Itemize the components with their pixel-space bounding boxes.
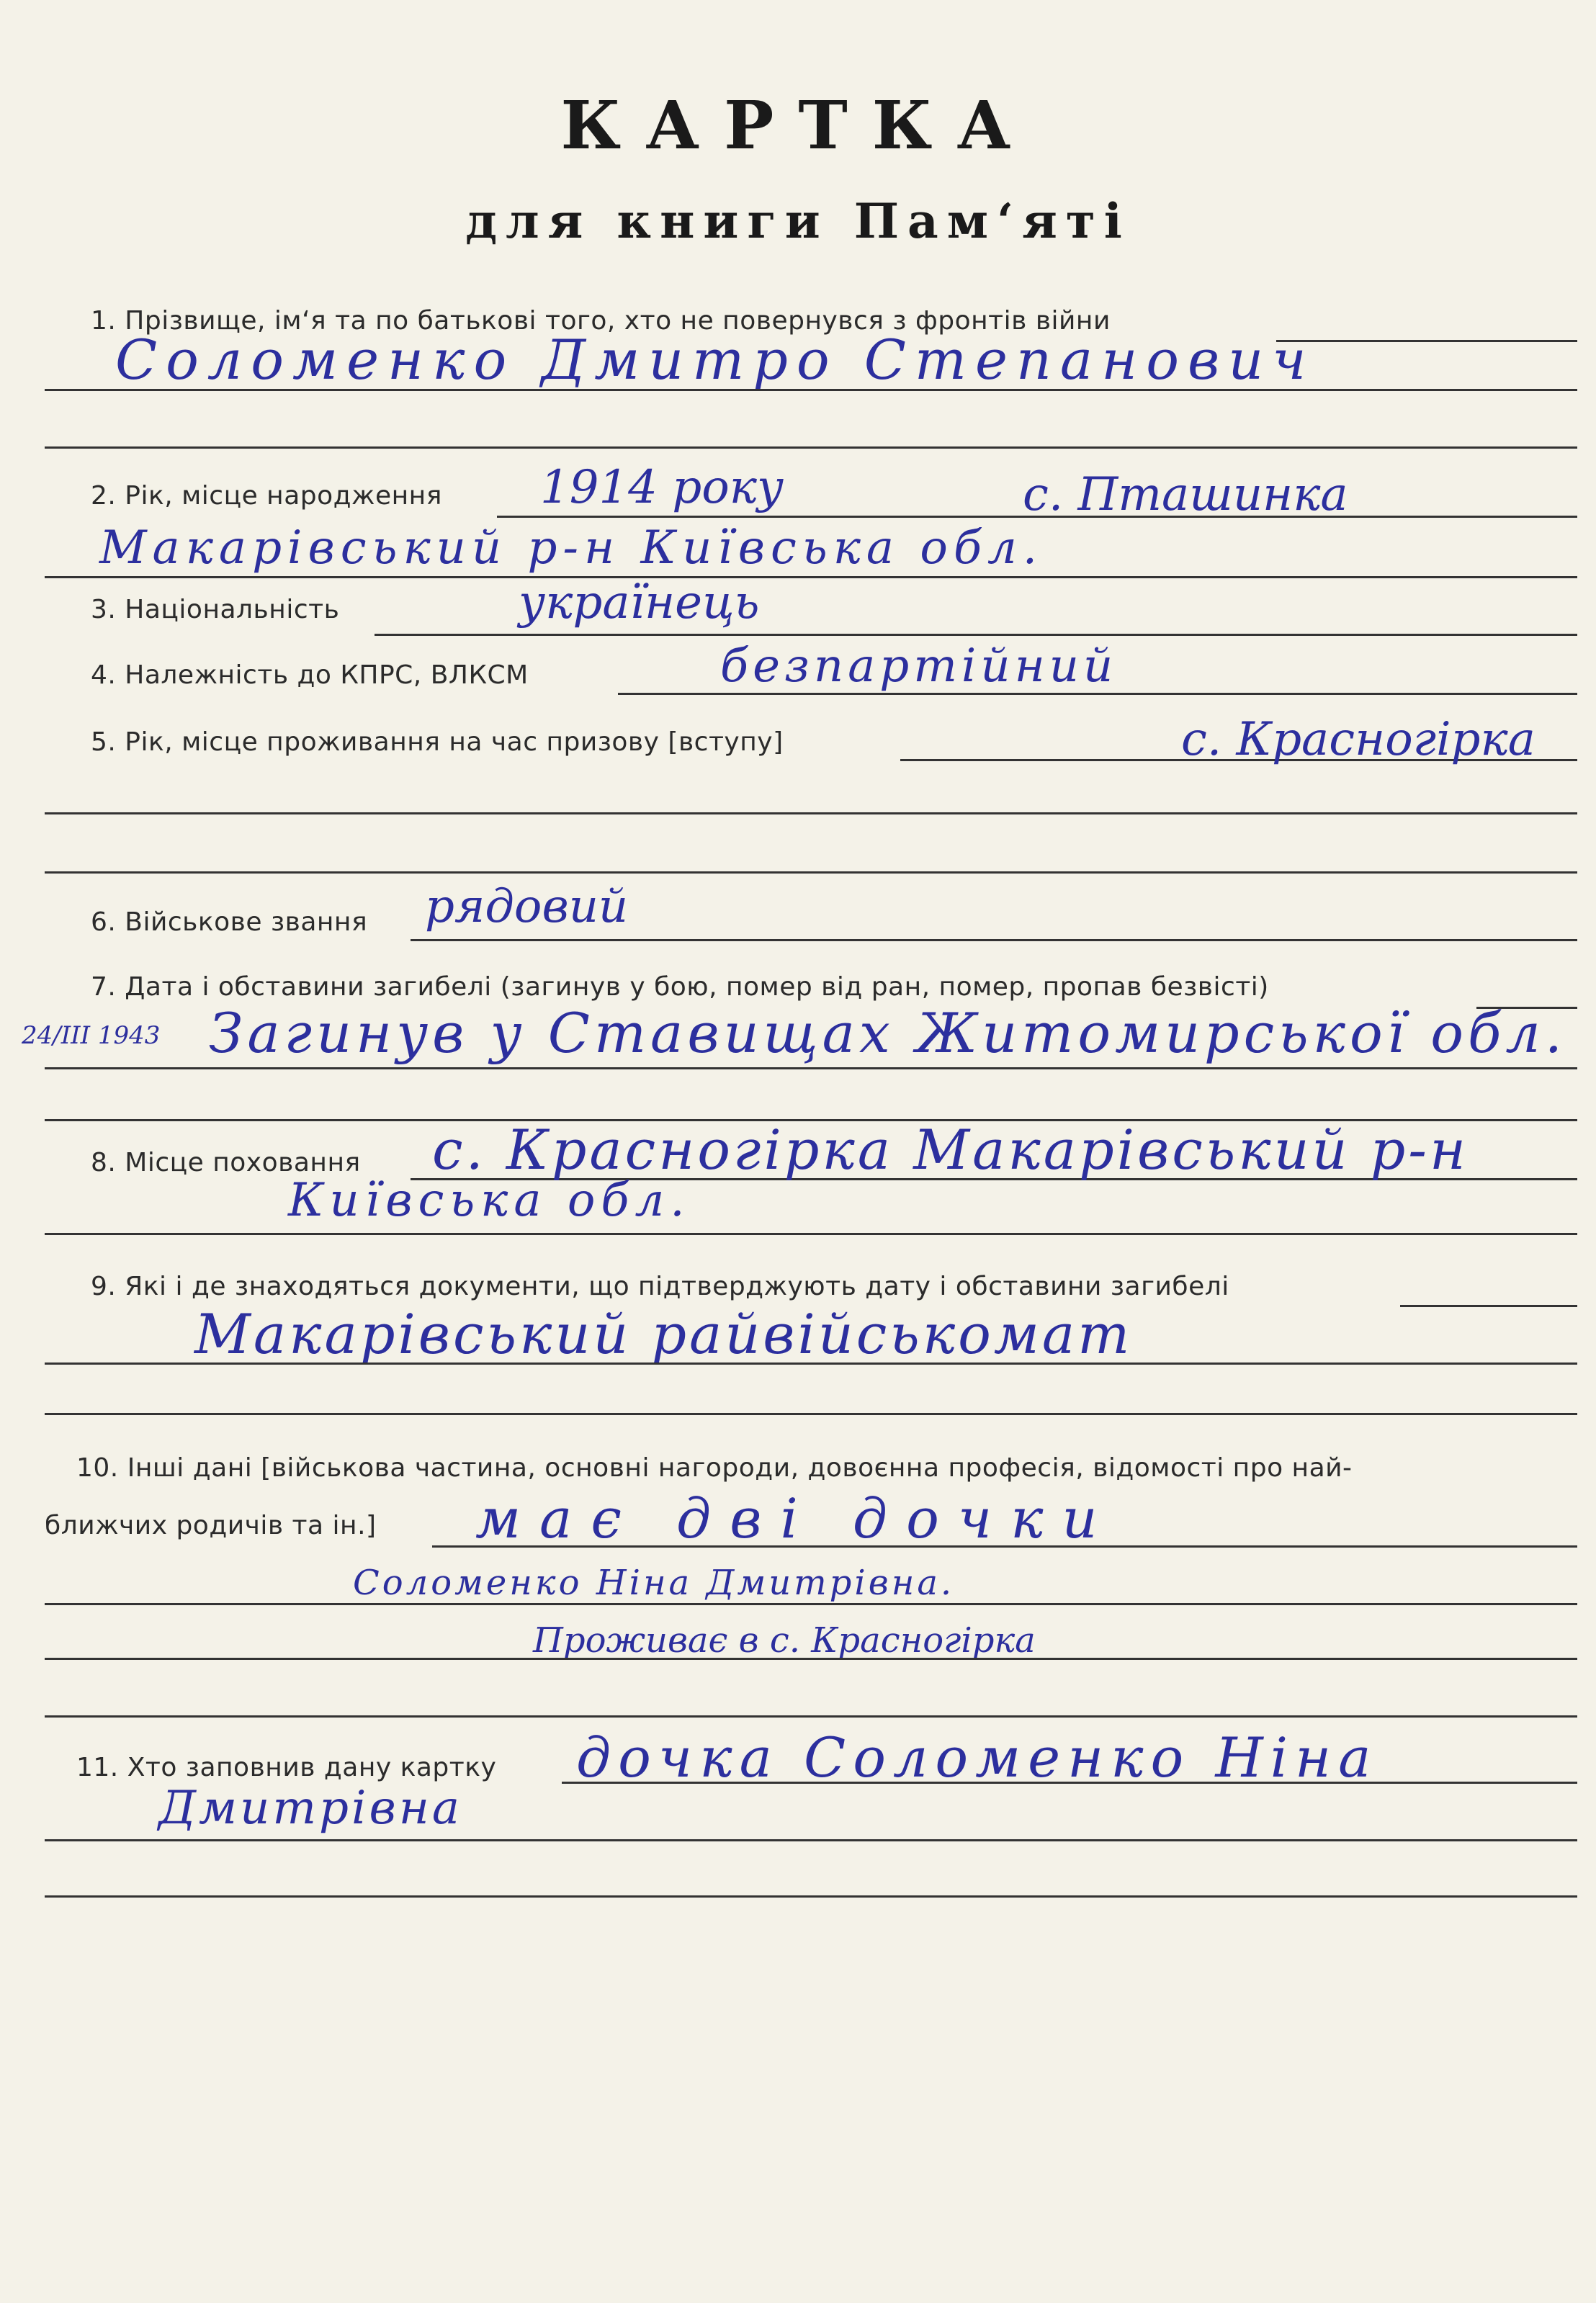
field-10-label-1: 10. Інші дані [військова частина, основні нагороди, довоєнна професія, відомості про най- [76,1453,1353,1483]
field-5-line-3 [45,871,1577,874]
field-7-date: 24/III 1943 [22,1021,161,1050]
field-6-line [411,939,1577,941]
field-2-village: с. Пташинка [1023,468,1348,521]
field-10-value-2: Соломенко Ніна Дмитрівна. [353,1563,955,1603]
field-2-label: 2. Рік, місце народження [91,481,442,511]
field-4-line [618,693,1577,695]
field-7-label: 7. Дата і обставини загибелі (загинув у бою, помер від ран, помер, пропав безвісті) [91,972,1269,1002]
field-9-line [1400,1305,1577,1307]
field-11-line-3 [45,1895,1577,1898]
field-10-value-1: має дві дочки [475,1486,1116,1550]
field-10-value-3: Проживає в с. Красногірка [533,1620,1036,1661]
field-2-year: 1914 року [540,461,784,514]
field-2-line-2 [45,576,1577,578]
field-5-label: 5. Рік, місце проживання на час призову [вступу] [91,727,784,757]
field-9-line-3 [45,1413,1577,1415]
field-8-value-1: с. Красногірка Макарівський р-н [432,1118,1469,1182]
field-11-value-2: Дмитрівна [158,1782,462,1835]
field-11-value-1: дочка Соломенко Ніна [576,1725,1378,1790]
field-5-value: с. Красногірка [1181,713,1536,766]
field-8-label: 8. Місце поховання [91,1148,361,1177]
field-1-label: 1. Прізвище, ім‘я та по батькові того, хто не повернувся з фронтів війни [91,306,1111,336]
card-title: КАРТКА [560,86,1036,164]
field-11-line-2 [45,1839,1577,1841]
field-3-label: 3. Національність [91,595,340,624]
field-1-value: Соломенко Дмитро Степанович [115,328,1315,392]
card-subtitle: для книги Пам‘яті [465,193,1131,249]
field-1-line-3 [45,446,1577,449]
field-6-label: 6. Військове звання [91,907,368,937]
field-3-value: українець [519,576,760,629]
field-7-value: Загинув у Ставищах Житомирської обл. [209,1001,1566,1065]
field-10-line-2 [45,1603,1577,1605]
field-8-line-2 [45,1233,1577,1235]
field-9-value: Макарівський райвійськомат [194,1302,1133,1366]
field-9-line-2 [45,1363,1577,1365]
field-9-label: 9. Які і де знаходяться документи, що підтверджують дату і обставини загибелі [91,1272,1229,1301]
field-6-value: рядовий [425,880,629,933]
field-3-line [375,634,1577,636]
field-10-line-4 [45,1715,1577,1718]
field-10-line-3 [45,1658,1577,1660]
field-1-line [1276,340,1577,342]
field-4-label: 4. Належність до КПРС, ВЛКСМ [91,660,529,690]
field-10-label-2: ближчих родичів та ін.] [45,1511,377,1540]
field-2-district: Макарівський р-н Київська обл. [99,521,1044,575]
field-7-line-2 [45,1067,1577,1069]
field-5-line-2 [45,812,1577,814]
field-4-value: безпартійний [720,639,1118,693]
field-8-value-2: Київська обл. [288,1174,691,1227]
field-11-label: 11. Хто заповнив дану картку [76,1753,497,1782]
field-1-line-2 [45,389,1577,391]
